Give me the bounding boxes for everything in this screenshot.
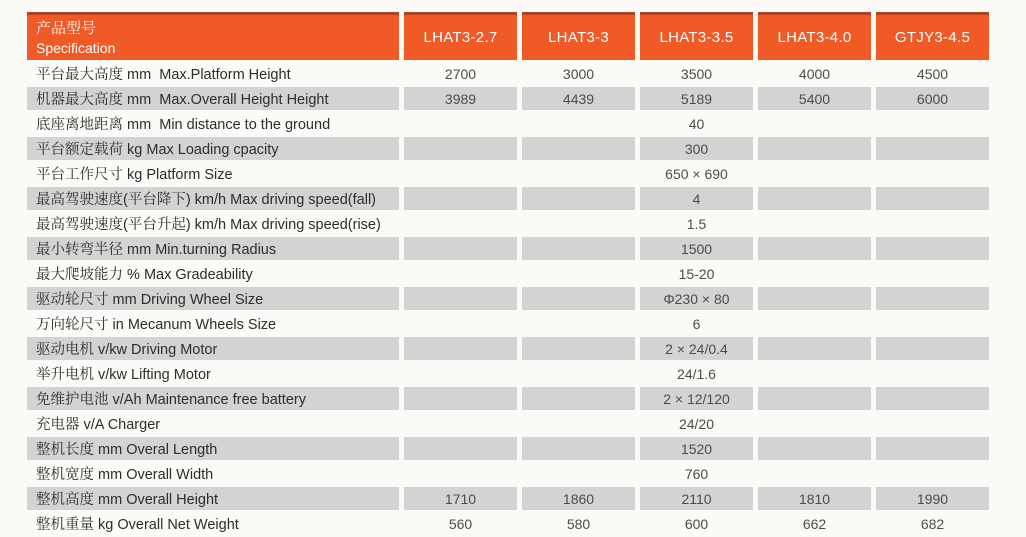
spec-row — [27, 412, 989, 435]
spec-value — [404, 362, 517, 385]
spec-value — [404, 112, 517, 135]
spec-value: 3500 — [680, 65, 713, 82]
spec-header-title-en: Specification — [36, 39, 116, 56]
spec-row — [27, 187, 989, 210]
spec-value — [876, 387, 989, 410]
spec-row — [27, 287, 989, 310]
spec-row — [27, 87, 989, 110]
spec-label: 最大爬坡能力 % Max Gradeability — [36, 267, 253, 283]
header-row — [27, 12, 989, 60]
spec-row — [27, 312, 989, 335]
spec-value — [758, 237, 871, 260]
spec-row — [27, 387, 989, 410]
spec-value — [522, 187, 635, 210]
spec-value — [522, 262, 635, 285]
spec-value: 2 × 12/120 — [640, 387, 753, 410]
spec-row — [27, 512, 989, 535]
spec-value: 580 — [566, 515, 591, 532]
spec-value — [758, 337, 871, 360]
spec-value — [404, 162, 517, 185]
spec-label: 举升电机 v/kw Lifting Motor — [36, 367, 211, 383]
spec-row — [27, 162, 989, 185]
spec-row — [27, 62, 989, 85]
spec-value — [876, 162, 989, 185]
spec-value — [522, 312, 635, 335]
spec-value — [522, 112, 635, 135]
spec-value — [876, 137, 989, 160]
spec-value — [522, 162, 635, 185]
spec-value — [404, 212, 517, 235]
spec-value: 1860 — [522, 487, 635, 510]
spec-value: 5400 — [758, 87, 871, 110]
spec-row — [27, 112, 989, 135]
spec-row — [27, 237, 989, 260]
spec-value — [404, 312, 517, 335]
spec-value — [522, 462, 635, 485]
spec-value — [522, 337, 635, 360]
spec-label: 万向轮尺寸 in Mecanum Wheels Size — [36, 317, 277, 333]
model-column-header: LHAT3-2.7 — [404, 12, 517, 60]
spec-value: 1710 — [404, 487, 517, 510]
spec-value — [404, 337, 517, 360]
spec-value — [404, 237, 517, 260]
spec-value: 650 × 690 — [665, 165, 728, 182]
spec-value: 4500 — [916, 65, 949, 82]
model-column-header: GTJY3-4.5 — [876, 12, 989, 60]
spec-value: 760 — [684, 465, 709, 482]
spec-value: 6000 — [876, 87, 989, 110]
spec-value — [876, 412, 989, 435]
spec-value: 1520 — [640, 437, 753, 460]
spec-label: 最小转弯半径 mm Min.turning Radius — [27, 237, 399, 260]
specification-table — [22, 10, 994, 537]
spec-value — [758, 187, 871, 210]
spec-label: 平台最大高度 mm Max.Platform Height — [36, 67, 291, 83]
spec-value — [876, 237, 989, 260]
spec-row — [27, 212, 989, 235]
spec-label: 免维护电池 v/Ah Maintenance free battery — [27, 387, 399, 410]
spec-value: 24/20 — [678, 415, 715, 432]
spec-value: 2700 — [444, 65, 477, 82]
spec-value: 40 — [688, 115, 705, 132]
spec-value — [522, 362, 635, 385]
spec-value: 24/1.6 — [677, 365, 716, 382]
model-column-header: LHAT3-4.0 — [758, 12, 871, 60]
spec-row — [27, 462, 989, 485]
spec-value — [404, 287, 517, 310]
spec-value — [876, 462, 989, 485]
spec-value: 682 — [920, 515, 945, 532]
spec-value — [758, 112, 871, 135]
spec-label: 整机长度 mm Overal Length — [27, 437, 399, 460]
spec-value: 6 — [692, 315, 701, 332]
spec-label: 整机宽度 mm Overall Width — [36, 467, 214, 483]
spec-value — [522, 437, 635, 460]
model-column-header: LHAT3-3.5 — [640, 12, 753, 60]
spec-value: Φ230 × 80 — [640, 287, 753, 310]
spec-value — [758, 462, 871, 485]
spec-value — [876, 337, 989, 360]
spec-value — [758, 262, 871, 285]
spec-label: 整机高度 mm Overall Height — [27, 487, 399, 510]
spec-value — [522, 287, 635, 310]
spec-value: 3989 — [404, 87, 517, 110]
spec-value — [404, 387, 517, 410]
spec-value — [758, 312, 871, 335]
spec-value — [522, 387, 635, 410]
spec-row — [27, 437, 989, 460]
spec-label: 机器最大高度 mm Max.Overall Height Height — [27, 87, 399, 110]
spec-value: 15-20 — [678, 265, 715, 282]
spec-value — [876, 262, 989, 285]
spec-label: 平台工作尺寸 kg Platform Size — [36, 167, 233, 183]
spec-row — [27, 487, 989, 510]
spec-value: 2 × 24/0.4 — [640, 337, 753, 360]
spec-value — [758, 287, 871, 310]
spec-value — [876, 437, 989, 460]
spec-value — [876, 312, 989, 335]
spec-value — [404, 262, 517, 285]
spec-row — [27, 137, 989, 160]
spec-value: 5189 — [640, 87, 753, 110]
spec-value — [758, 162, 871, 185]
spec-label: 底座离地距离 mm Min distance to the ground — [36, 117, 331, 133]
spec-value — [876, 112, 989, 135]
spec-value: 1500 — [640, 237, 753, 260]
spec-value: 1810 — [758, 487, 871, 510]
spec-value — [876, 212, 989, 235]
spec-value — [758, 212, 871, 235]
spec-label: 整机重量 kg Overall Net Weight — [36, 517, 239, 533]
spec-value: 600 — [684, 515, 709, 532]
spec-value: 4439 — [522, 87, 635, 110]
spec-row — [27, 262, 989, 285]
spec-value — [758, 387, 871, 410]
spec-value — [522, 412, 635, 435]
spec-value: 2110 — [640, 487, 753, 510]
spec-value: 1990 — [876, 487, 989, 510]
spec-value — [404, 437, 517, 460]
model-column-header: LHAT3-3 — [522, 12, 635, 60]
spec-label: 平台额定载荷 kg Max Loading cpacity — [27, 137, 399, 160]
spec-label: 驱动电机 v/kw Driving Motor — [27, 337, 399, 360]
spec-value — [404, 137, 517, 160]
spec-value — [876, 362, 989, 385]
spec-value: 4000 — [798, 65, 831, 82]
spec-label: 充电器 v/A Charger — [36, 417, 161, 433]
spec-value — [758, 362, 871, 385]
spec-row — [27, 337, 989, 360]
spec-row — [27, 362, 989, 385]
spec-value: 4 — [640, 187, 753, 210]
spec-value: 662 — [802, 515, 827, 532]
spec-label: 最高驾驶速度(平台降下) km/h Max driving speed(fall) — [27, 187, 399, 210]
spec-value — [522, 237, 635, 260]
spec-value — [404, 412, 517, 435]
spec-label: 最高驾驶速度(平台升起) km/h Max driving speed(rise) — [36, 217, 381, 233]
spec-header-title-zh: 产品型号 — [36, 19, 97, 37]
spec-header-cell — [27, 12, 399, 60]
spec-value — [758, 437, 871, 460]
spec-value — [758, 137, 871, 160]
spec-value — [876, 287, 989, 310]
spec-value: 1.5 — [686, 215, 707, 232]
spec-value — [522, 212, 635, 235]
spec-value: 300 — [640, 137, 753, 160]
spec-label: 驱动轮尺寸 mm Driving Wheel Size — [27, 287, 399, 310]
spec-value — [404, 462, 517, 485]
spec-value: 560 — [448, 515, 473, 532]
spec-value — [404, 187, 517, 210]
spec-value — [758, 412, 871, 435]
spec-value: 3000 — [562, 65, 595, 82]
spec-value — [876, 187, 989, 210]
spec-value — [522, 137, 635, 160]
